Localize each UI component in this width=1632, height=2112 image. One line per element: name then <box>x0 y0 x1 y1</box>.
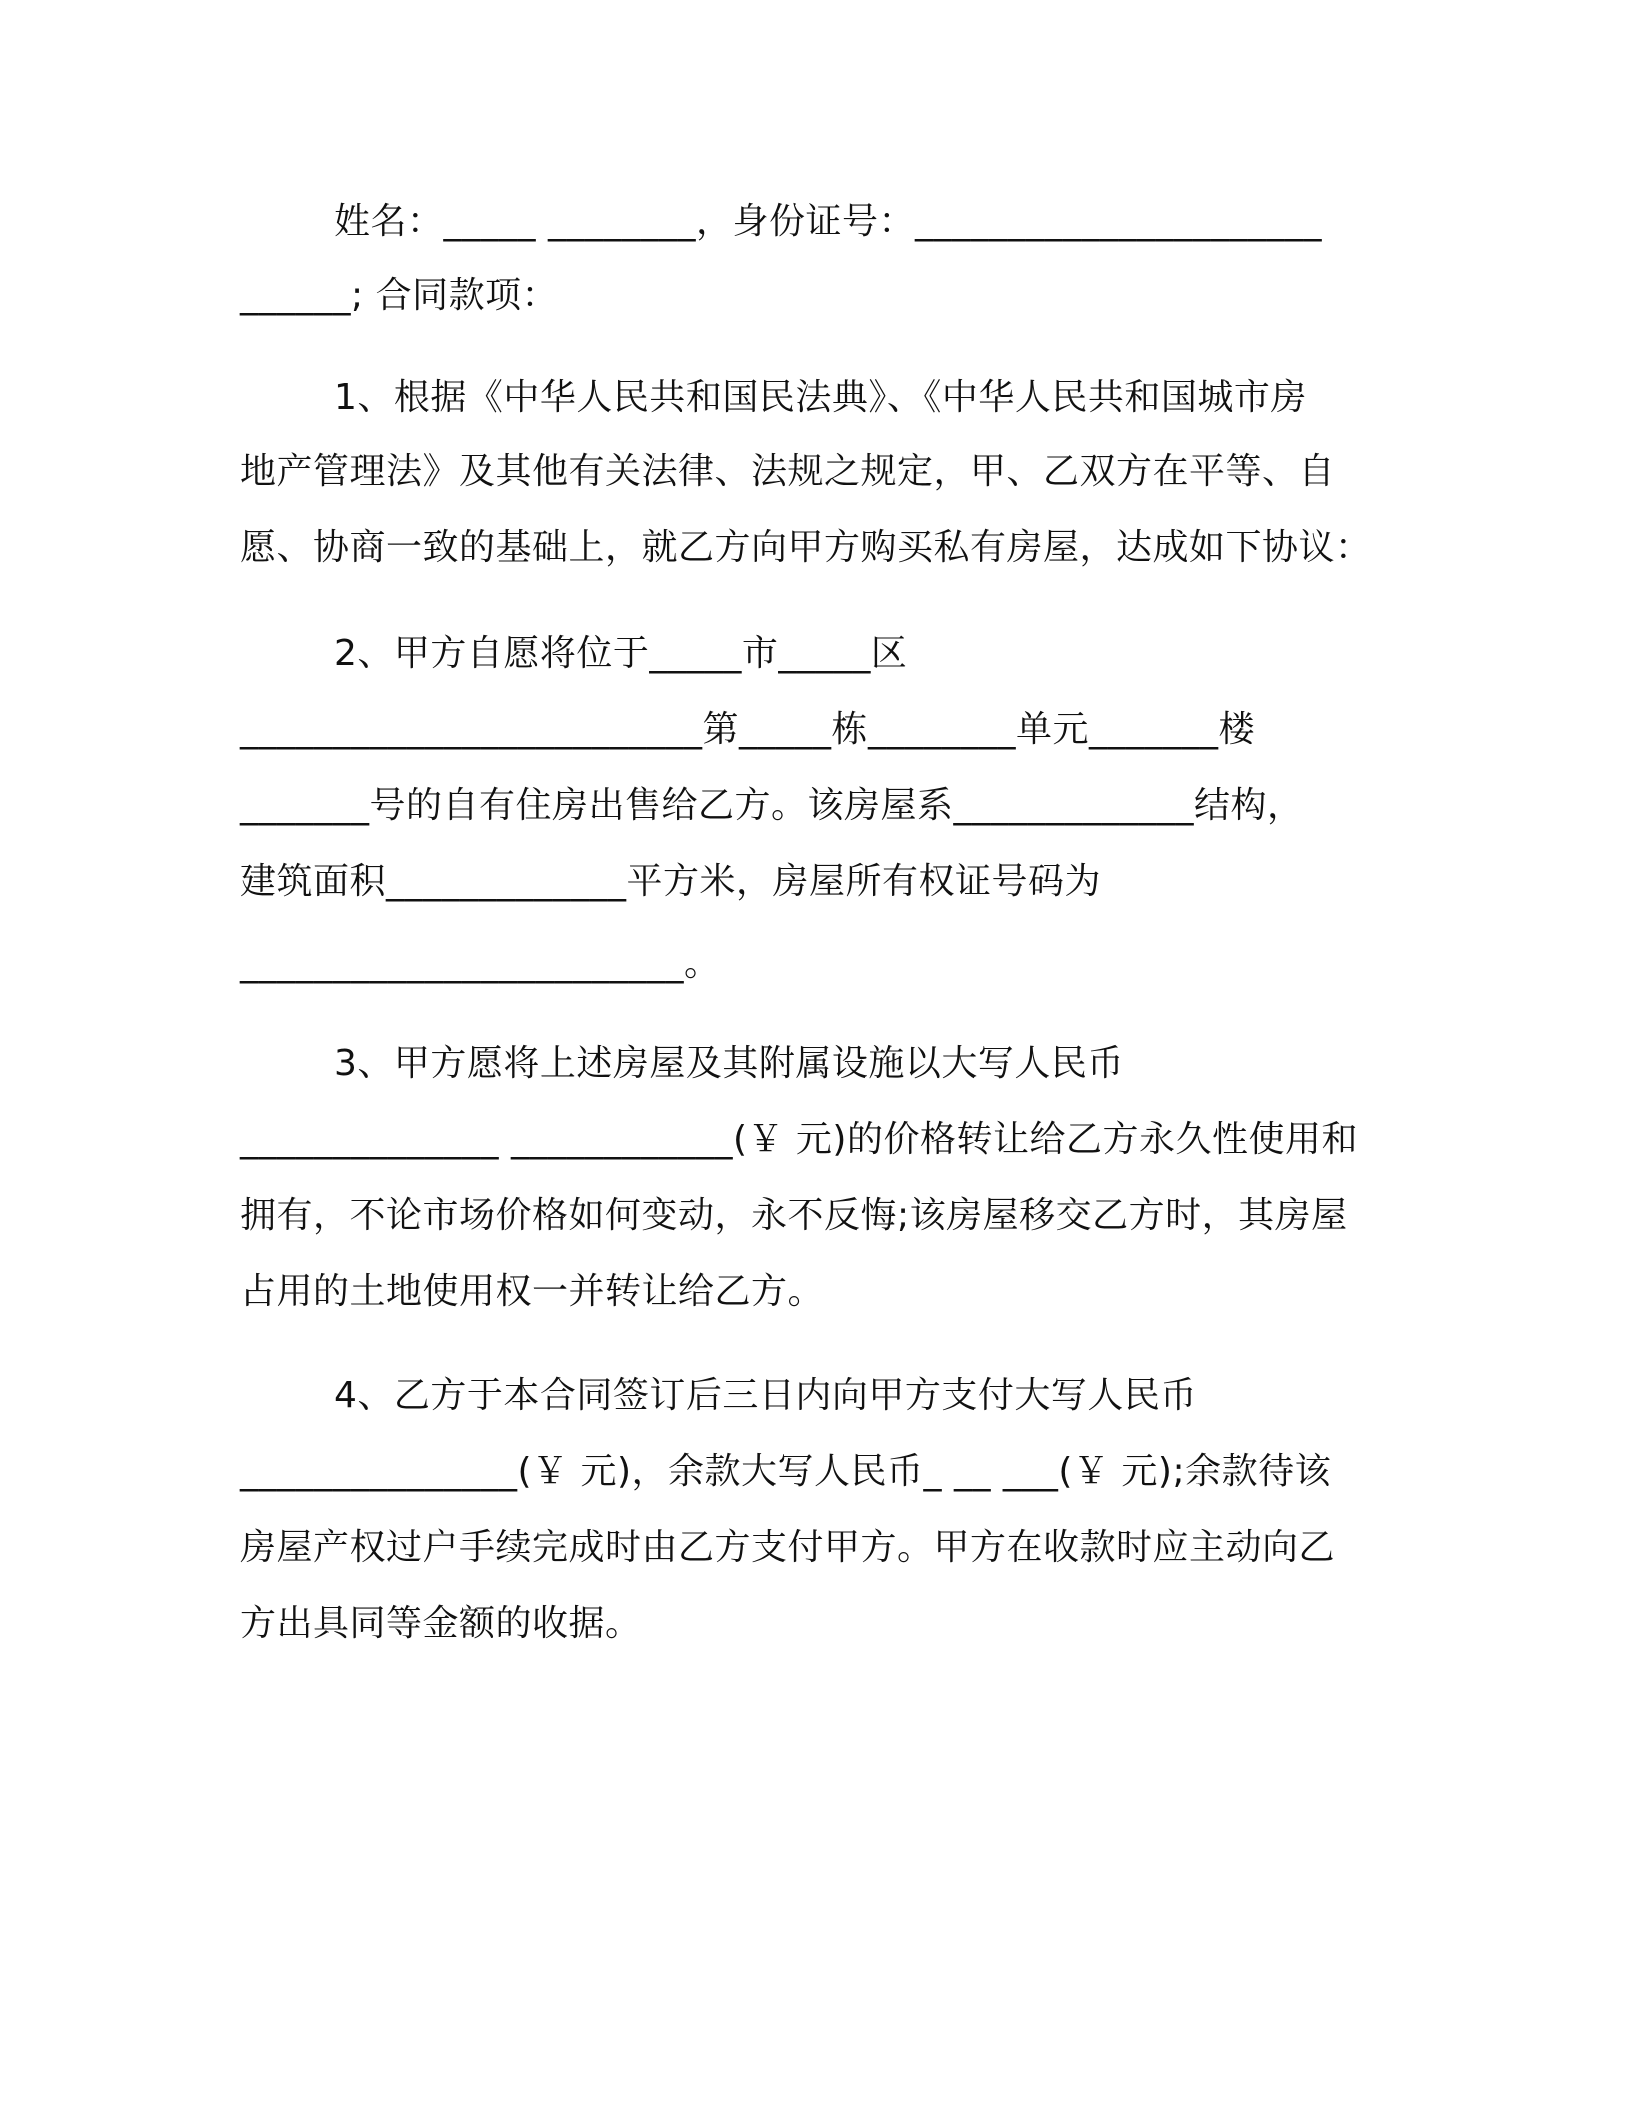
clause-2-line-1: 2、甲方自愿将位于_____市_____区 <box>334 633 908 674</box>
clause-3-line-4: 占用的土地使用权一并转让给乙方。 <box>240 1271 825 1312</box>
clause-3-line-2: ______________ ____________(￥ 元)的价格转让给乙方永久性使用和 <box>240 1119 1358 1160</box>
clause-4-line-3: 房屋产权过户手续完成时由乙方支付甲方。甲方在收款时应主动向乙 <box>240 1527 1336 1568</box>
name-id-line: 姓名：_____ ________，身份证号：______________________ <box>334 201 1322 242</box>
clause-4-line-4: 方出具同等金额的收据。 <box>240 1603 642 1644</box>
clause-3-line-3: 拥有，不论市场价格如何变动，永不反悔;该房屋移交乙方时，其房屋 <box>240 1195 1348 1236</box>
clause-4-line-1: 4、乙方于本合同签订后三日内向甲方支付大写人民币 <box>334 1375 1197 1416</box>
clause-1-line-2: 地产管理法》及其他有关法律、法规之规定，甲、乙双方在平等、自 <box>240 451 1336 492</box>
clause-4-line-2: _______________(￥ 元)，余款大写人民币_ __ ___(￥ 元);余款待该 <box>240 1451 1332 1492</box>
clause-3-line-1: 3、甲方愿将上述房屋及其附属设施以大写人民币 <box>334 1043 1124 1084</box>
contract-terms-line: ______; 合同款项： <box>240 275 559 316</box>
clause-1-line-1: 1、根据《中华人民共和国民法典》、《中华人民共和国城市房 <box>334 377 1307 418</box>
clause-2-line-3: _______号的自有住房出售给乙方。该房屋系_____________结构， <box>240 785 1304 826</box>
clause-2-line-4: 建筑面积_____________平方米，房屋所有权证号码为 <box>240 861 1102 902</box>
clause-2-line-5: ________________________。 <box>240 943 721 984</box>
clause-1-line-3: 愿、协商一致的基础上，就乙方向甲方购买私有房屋，达成如下协议： <box>240 527 1372 568</box>
clause-2-line-2: _________________________第_____栋________单元_______楼 <box>240 709 1255 750</box>
